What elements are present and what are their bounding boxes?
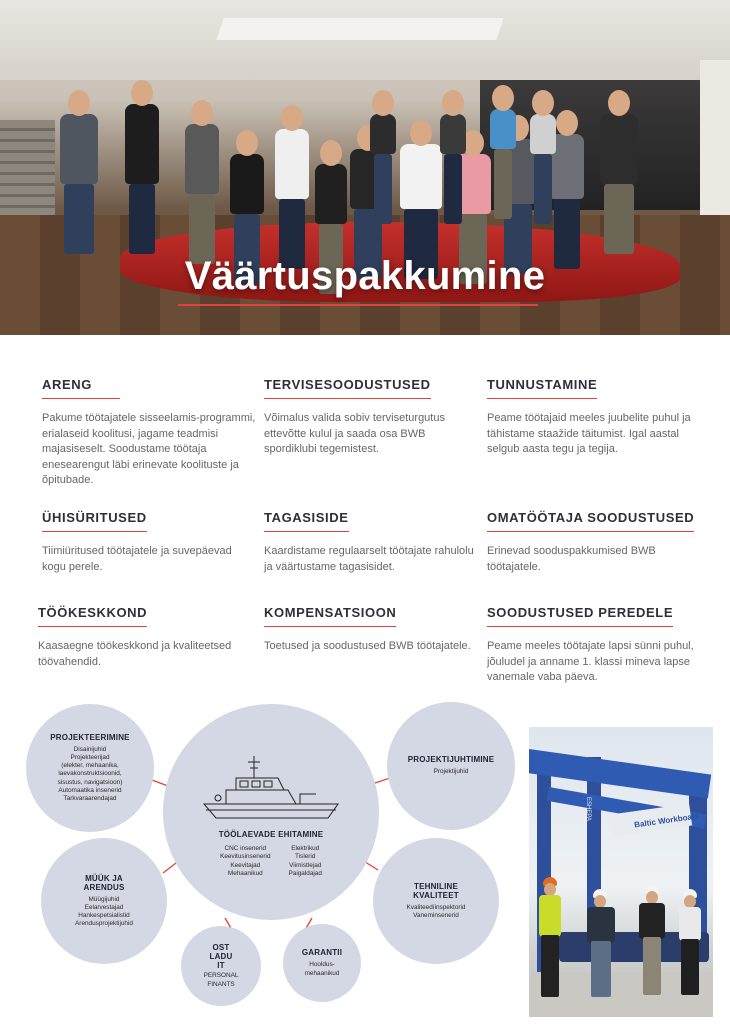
role-item: Disainijuhid <box>73 746 107 754</box>
role-item: Keevitusinsenerid <box>220 853 271 861</box>
benefit-text: Pakume töötajatele sisseelamis-programmi, erialaseid koolitusi, jagame teadmisi majasiseselt. Soodustame töötaja enesearengut läbi erinevate koolituste ja õpitubade. <box>42 412 256 486</box>
role-item: CNC insenerid <box>224 845 267 853</box>
org-diagram <box>0 690 525 1032</box>
roles-column-left <box>220 845 270 877</box>
circle-title: PROJEKTIJUHTIMINE <box>407 755 495 765</box>
circle-projekteerimine <box>26 704 154 832</box>
benefit-text: Kaasaegne töökeskkond ja kvaliteetsed töövahendid. <box>38 640 232 668</box>
benefit-text: Toetused ja soodustused BWB töötajatele. <box>264 640 471 652</box>
role-item: Hooldus- <box>309 961 335 969</box>
circle-roles <box>58 746 123 803</box>
benefit-title: ÜHISÜRITUSED <box>42 510 147 532</box>
crane-sign-text: Baltic Workboats <box>633 811 700 830</box>
role-item: Paigaldajad <box>288 869 322 877</box>
benefit-title: SOODUSTUSED PEREDELE <box>487 605 673 627</box>
circle-title: TÖÖLAEVADE EHITAMINE <box>218 830 324 840</box>
benefit-tagasiside <box>264 509 479 575</box>
benefit-kompensatsioon <box>264 604 479 655</box>
circle-title: OST <box>212 943 230 953</box>
role-item: Müügijuhid <box>88 895 120 903</box>
circle-roles <box>305 961 340 977</box>
circle-title: TEHNILINE <box>413 881 459 891</box>
title-underline <box>178 304 538 306</box>
benefit-tunnustamine <box>487 376 702 458</box>
circle-title: LADU <box>209 952 233 962</box>
hero-stairs <box>0 120 55 215</box>
circle-roles <box>434 768 469 776</box>
benefit-text: Võimalus valida sobiv terviseturgutus ettevõtte kulul ja saada osa BWB spordiklubi tegemistest. <box>264 412 445 455</box>
role-item: mehaanikud <box>304 969 340 977</box>
circle-title: MÜÜK JA <box>85 873 123 883</box>
circle-garantii <box>283 924 361 1002</box>
role-item: sisustus, navigatsioon) <box>57 778 123 786</box>
benefit-text: Kaardistame regulaarselt töötajate rahulolu ja väärtustame tagasisidet. <box>264 545 474 573</box>
role-item: Viimistlejad <box>289 861 322 869</box>
circle-roles <box>407 904 466 920</box>
role-item: (elekter, mehaanika, <box>61 762 119 770</box>
role-item: Arendusprojektijuhid <box>75 920 133 928</box>
benefit-title: KOMPENSATSIOON <box>264 605 396 627</box>
circle-roles <box>204 972 239 988</box>
benefit-title: OMATÖÖTAJA SOODUSTUSED <box>487 510 694 532</box>
role-item: Mehaanikud <box>227 869 263 877</box>
role-item: PERSONAL <box>203 972 239 980</box>
role-item: Tarkvaraarendajad <box>63 794 117 802</box>
role-item: Projektijuhid <box>433 768 469 776</box>
benefit-tervisesoodustused <box>264 376 479 458</box>
benefit-text: Peame töötajaid meeles juubelite puhul ja tähistame staažide täitumist. Igal aastal selgub aasta tegu ja tegija. <box>487 412 691 455</box>
shipyard-photo <box>529 727 713 1017</box>
circle-title: KVALITEET <box>413 890 459 900</box>
page-title: Väärtuspakkumine <box>184 254 546 298</box>
crane-brand-text: ESHEPA <box>585 797 591 821</box>
hero-ceiling-light <box>216 18 503 40</box>
circle-title: GARANTII <box>301 948 343 958</box>
benefit-soodustused-peredele <box>487 604 702 686</box>
role-item: Kvaliteedíinspektorid <box>406 903 466 911</box>
roles-column-right <box>289 845 322 877</box>
role-item: Automaatika insenerid <box>58 786 122 794</box>
benefit-text: Erinevad sooduspakkumised BWB töötajatele. <box>487 545 656 573</box>
benefit-uhisuritused <box>42 509 257 575</box>
benefit-title: TUNNUSTAMINE <box>487 377 597 399</box>
role-item: Projekteerijad <box>70 754 110 762</box>
center-roles <box>220 845 322 877</box>
circle-title: IT <box>217 961 225 971</box>
role-item: FINANTS <box>207 980 235 988</box>
benefit-text: Peame meeles töötajate lapsi sünni puhul, jõuludel ja anname 1. klassi mineva lapse vanemale vaba päeva. <box>487 640 694 683</box>
benefit-title: TAGASISIDE <box>264 510 349 532</box>
role-item: Vaneminsenerid <box>413 912 459 919</box>
role-item: Tislerid <box>295 853 316 861</box>
circle-title: ARENDUS <box>83 882 125 892</box>
workboat-drawing-icon <box>196 746 346 826</box>
hero-photo <box>0 0 730 335</box>
circle-muuk-ja-arendus <box>41 838 167 964</box>
benefit-omatootaja-soodustused <box>487 509 702 575</box>
benefit-tookeskkond <box>38 604 253 670</box>
hero-ceiling <box>0 0 730 80</box>
circle-projektijuhtimine <box>387 702 515 830</box>
role-item: laevakonstruktsioonid, <box>58 770 122 778</box>
benefit-areng <box>42 376 257 489</box>
circle-roles <box>75 896 133 928</box>
role-item: Keevitajad <box>230 861 261 869</box>
role-item: Hankespetsialistid <box>78 912 130 919</box>
circle-toolaevade-ehitamine <box>163 704 379 920</box>
circle-tehniline-kvaliteet <box>373 838 499 964</box>
benefit-title: TERVISESOODUSTUSED <box>264 377 431 399</box>
benefit-title: ARENG <box>42 377 120 399</box>
circle-ost-ladu-it <box>181 926 261 1006</box>
role-item: Eelarvestajad <box>84 903 124 911</box>
role-item: Elektrikud <box>291 845 320 853</box>
benefit-text: Tiimiüritused töötajatele ja suvepäevad kogu perele. <box>42 545 232 573</box>
circle-title: PROJEKTEERIMINE <box>50 733 130 743</box>
benefit-title: TÖÖKESKKOND <box>38 605 147 627</box>
